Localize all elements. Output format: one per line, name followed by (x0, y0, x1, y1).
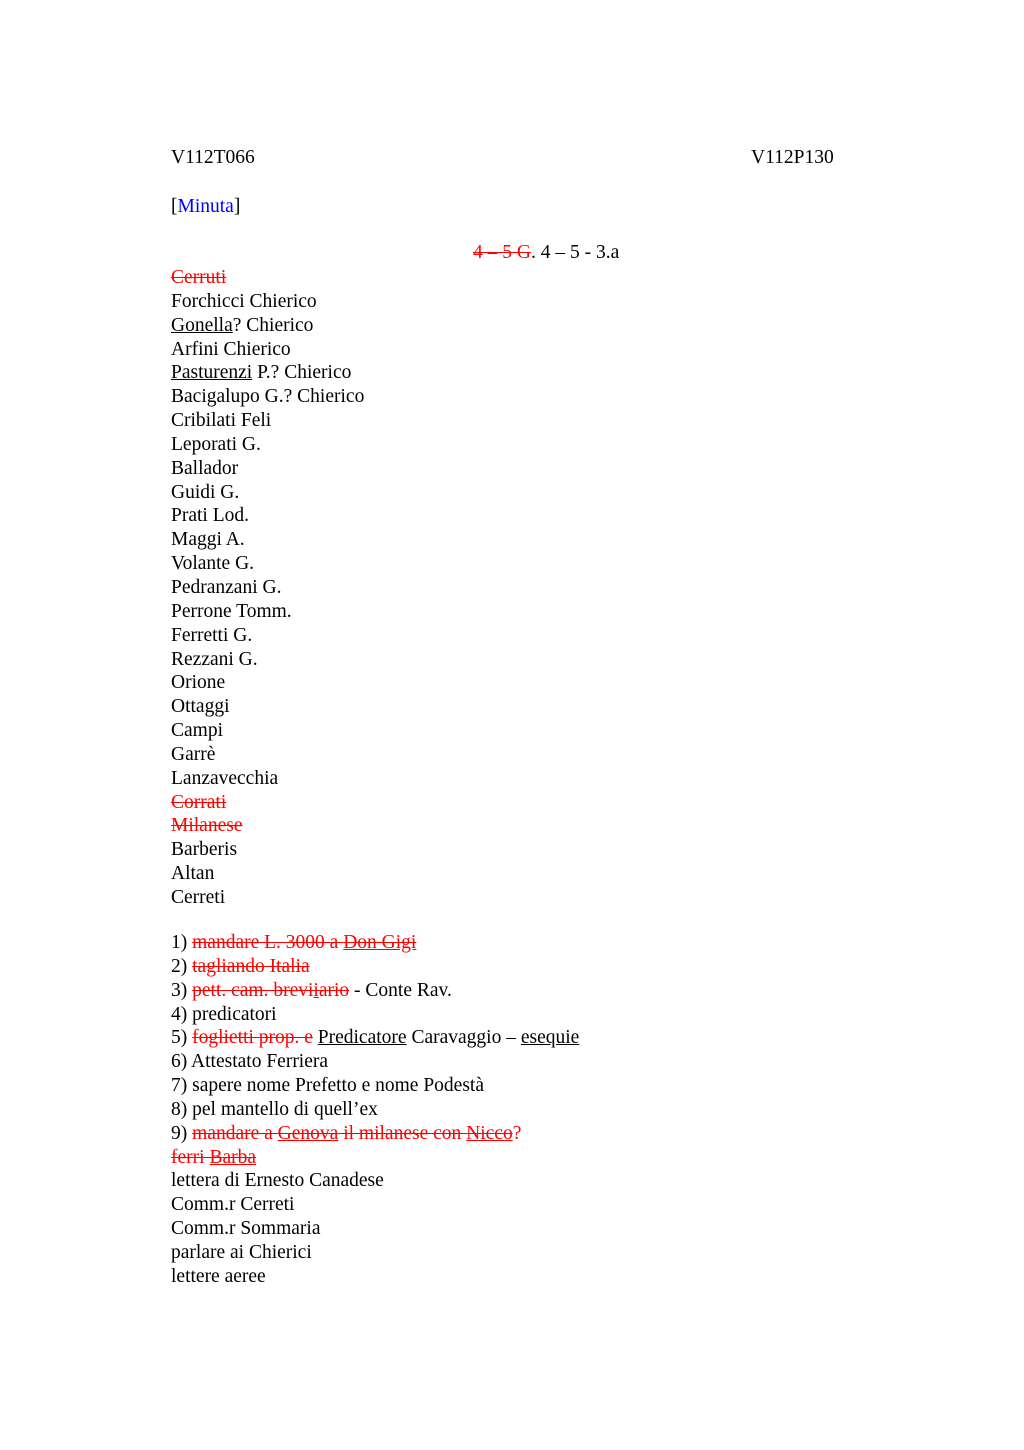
name-text: Guidi G. (171, 481, 240, 503)
todo-item-5 (171, 1026, 579, 1050)
todo-item-1 (171, 931, 579, 955)
todo-item-4 (171, 1003, 579, 1027)
name-text: Ottaggi (171, 696, 230, 718)
name-entry (171, 791, 364, 815)
name-text: Barberis (171, 839, 238, 861)
name-entry (171, 648, 364, 672)
todo-item-2 (171, 955, 579, 979)
name-text: Cribilati Feli (171, 410, 272, 432)
todo-text: sapere nome Prefetto e nome Podestà (192, 1075, 484, 1097)
name-text: Rezzani G. (171, 648, 258, 670)
todo-number: 7) (171, 1075, 193, 1097)
name-text: Cerreti (171, 886, 226, 908)
name-text: Volante G. (171, 553, 255, 575)
name-entry (171, 528, 364, 552)
name-text: Pedranzani G. (171, 576, 282, 598)
deleted-text: mandare a (192, 1122, 278, 1144)
todo-number: 2) (171, 955, 193, 977)
name-text: Campi (171, 720, 223, 742)
name-entry (171, 600, 364, 624)
todo-number: 1) (171, 932, 193, 953)
name-text: Lanzavecchia (171, 767, 279, 789)
deleted-underlined-text: Nicco (466, 1122, 513, 1144)
deleted-text: il milanese con (338, 1122, 467, 1144)
name-text: Ballador (171, 457, 239, 479)
name-text: Ferretti G. (171, 624, 253, 646)
name-entry (171, 361, 364, 385)
deleted-text: tagliando Italia (192, 955, 310, 977)
name-entry (171, 338, 364, 362)
todo-text: predicatori (192, 1003, 277, 1025)
deleted-text: ferri (171, 1146, 210, 1168)
name-entry (171, 719, 364, 743)
deleted-text: mandare L. 3000 a (192, 932, 344, 953)
name-entry (171, 552, 364, 576)
minuta-link: Minuta (177, 196, 234, 217)
name-entry (171, 576, 364, 600)
name-entry (171, 266, 364, 290)
todo-number: 4) (171, 1003, 193, 1025)
bracket-open: [ (171, 196, 178, 217)
name-entry (171, 290, 364, 314)
underlined-name: Gonella (171, 314, 233, 336)
name-text: Altan (171, 863, 215, 885)
deleted-text: pett. cam. brevi (192, 979, 314, 1001)
name-text: Arfini Chierico (171, 338, 291, 360)
todo-number: 5) (171, 1027, 193, 1049)
name-text: Bacigalupo G.? Chierico (171, 386, 365, 408)
deleted-underlined-text: Barba (209, 1146, 256, 1168)
name-entry (171, 481, 364, 505)
name-entry (171, 433, 364, 457)
deleted-underlined-text: Don Gigi (343, 932, 417, 953)
name-suffix: P.? Chierico (252, 362, 352, 384)
deleted-name: Corrati (171, 791, 227, 813)
todo-list (171, 931, 579, 1289)
name-entry (171, 695, 364, 719)
name-entry (171, 457, 364, 481)
todo-text: - Conte Rav. (349, 979, 452, 1001)
name-entry (171, 767, 364, 791)
note-line: lettere aeree (171, 1265, 266, 1287)
name-suffix: ? Chierico (232, 314, 314, 336)
todo-text: Attestato Ferriera (191, 1051, 329, 1073)
todo-item-8 (171, 1098, 579, 1122)
name-text: Prati Lod. (171, 505, 249, 527)
name-entry (171, 886, 364, 910)
todo-number: 6) (171, 1051, 192, 1073)
name-text: Leporati G. (171, 433, 261, 455)
note-line: Comm.r Sommaria (171, 1218, 321, 1240)
minuta-label (171, 196, 240, 218)
deleted-name: Cerruti (171, 267, 227, 288)
question-mark: ? (512, 1122, 522, 1144)
name-text: Maggi A. (171, 529, 245, 551)
name-entry (171, 814, 364, 838)
name-entry (171, 314, 364, 338)
name-text: Forchicci Chierico (171, 290, 317, 312)
date-struck: 4 – 5 G (473, 242, 531, 263)
deleted-name: Milanese (171, 815, 243, 837)
bracket-close: ] (233, 196, 241, 217)
underlined-name: Pasturenzi (171, 362, 253, 384)
todo-item-10 (171, 1146, 579, 1170)
name-entry (171, 624, 364, 648)
names-list (171, 266, 364, 910)
name-entry (171, 862, 364, 886)
deleted-text: ario (318, 979, 350, 1001)
todo-item-7 (171, 1074, 579, 1098)
todo-number: 9) (171, 1122, 193, 1144)
todo-text: Caravaggio – (406, 1027, 521, 1049)
todo-item-6 (171, 1050, 579, 1074)
underlined-text: Predicatore (317, 1027, 407, 1049)
note-line: Comm.r Cerreti (171, 1194, 295, 1216)
name-entry (171, 838, 364, 862)
document-code-right: V112P130 (751, 147, 834, 168)
date-line (473, 242, 619, 264)
note-line: parlare ai Chierici (171, 1241, 312, 1263)
note-line: lettera di Ernesto Canadese (171, 1170, 384, 1192)
deleted-text: foglietti prop. e (192, 1027, 313, 1049)
todo-item-9 (171, 1122, 579, 1146)
date-text: . 4 – 5 - 3.a (530, 242, 620, 263)
todo-item-3 (171, 979, 579, 1003)
name-text: Perrone Tomm. (171, 600, 292, 622)
todo-number: 3) (171, 979, 193, 1001)
name-entry (171, 409, 364, 433)
document-code-left: V112T066 (171, 147, 255, 168)
name-text: Garrè (171, 743, 216, 765)
underlined-text: esequie (520, 1027, 580, 1049)
name-entry (171, 385, 364, 409)
todo-text: pel mantello di quell’ex (192, 1098, 378, 1120)
todo-number: 8) (171, 1098, 193, 1120)
name-text: Orione (171, 672, 226, 694)
name-entry (171, 671, 364, 695)
deleted-underlined-text: Genova (277, 1122, 339, 1144)
name-entry (171, 743, 364, 767)
deleted-underlined-text: i (313, 979, 319, 1001)
name-entry (171, 504, 364, 528)
